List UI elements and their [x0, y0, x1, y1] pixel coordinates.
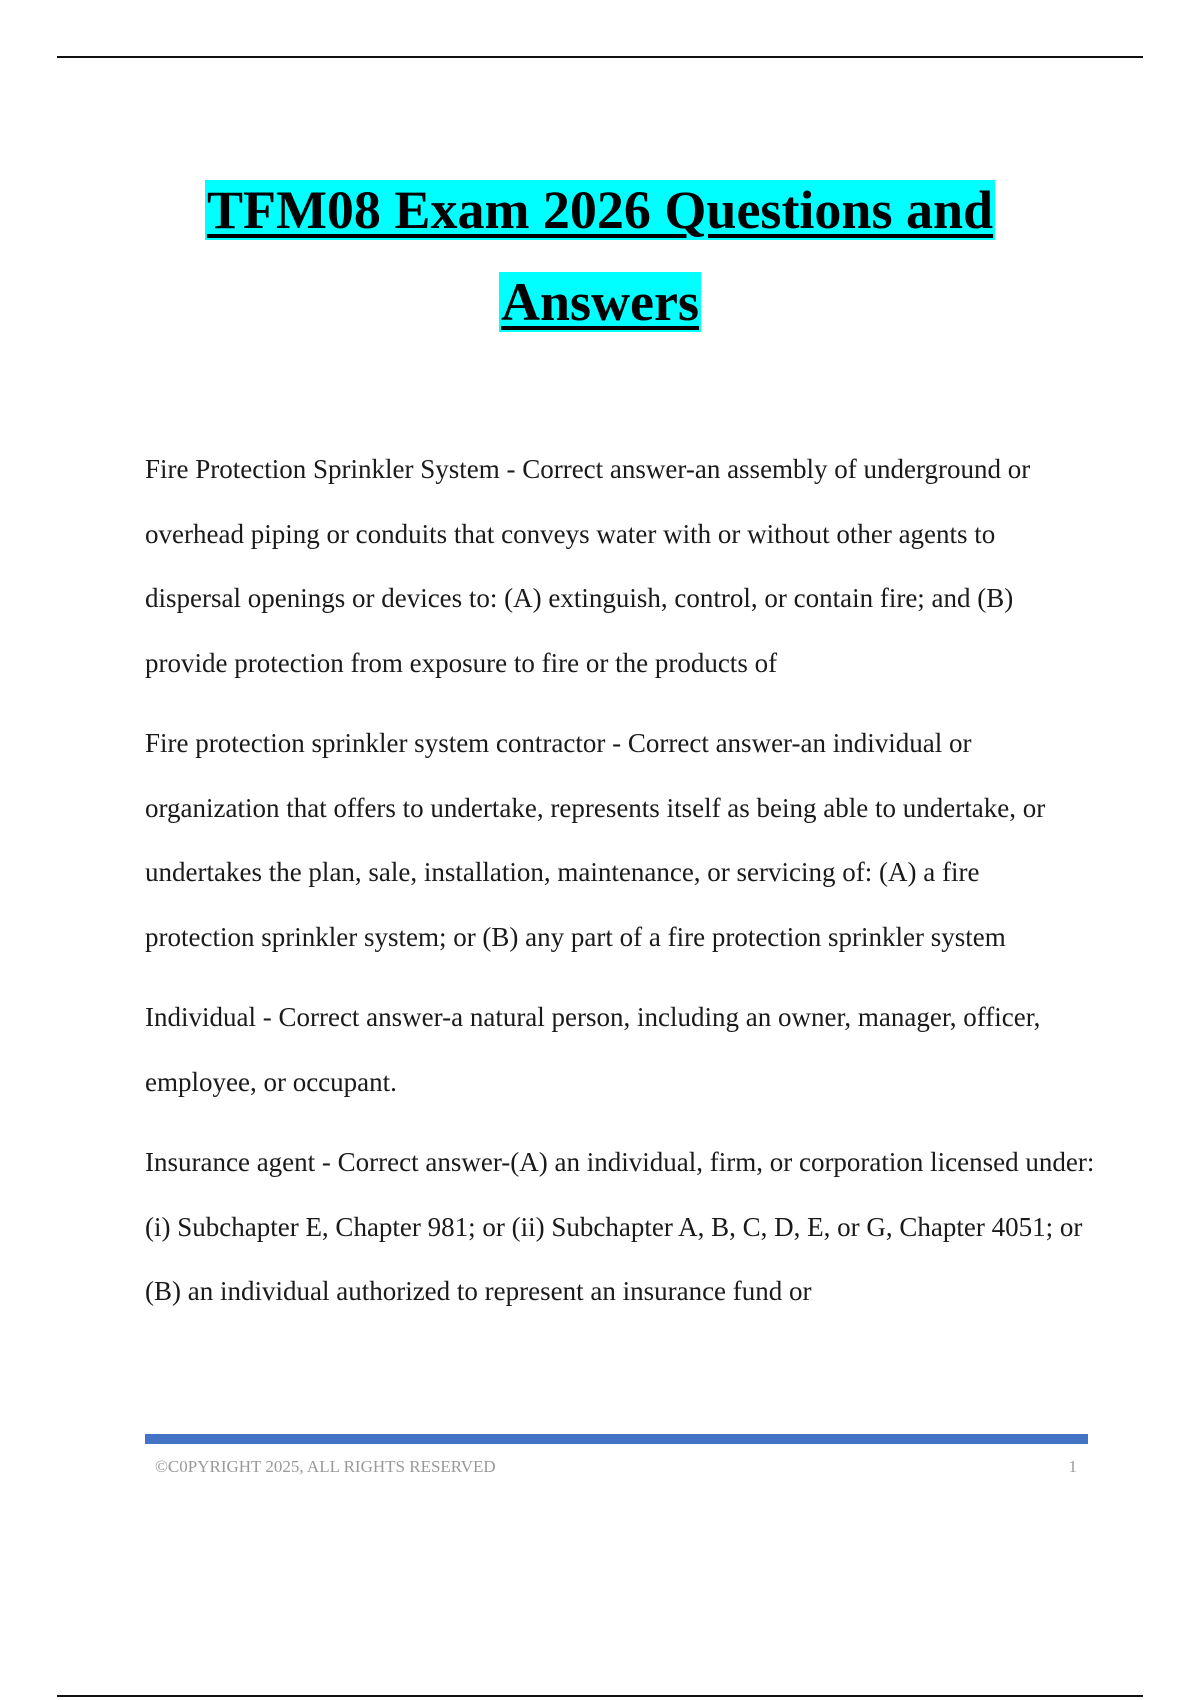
qa-content [145, 437, 1095, 1340]
footer-page-number: 1 [1068, 1457, 1077, 1476]
document-title [0, 178, 1200, 362]
qa-entry: Insurance agent - Correct answer-(A) an individual, firm, or corporation licensed under: (i) Subchapter E, Chapter 981; or (ii) Subchapter A, B, C, D, E, or G, Chapter 4051; or (B) an individual authorized to represent an insurance fund or [145, 1147, 1095, 1306]
title-line-1-container [0, 178, 1200, 270]
qa-entry: Fire protection sprinkler system contractor - Correct answer-an individual or organization that offers to undertake, represents itself as being able to undertake, or undertakes the plan, sale, installation, maintenance, or servicing of: (A) a fire protection sprinkler system; or (B) any part of a fire protection sprinkler system [145, 728, 1046, 952]
page-top-rule [57, 56, 1143, 58]
page-bottom-rule [57, 1695, 1143, 1697]
footer-copyright: ©C0PYRIGHT 2025, ALL RIGHTS RESERVED [155, 1457, 496, 1476]
footer-bar [145, 1434, 1088, 1444]
title-line-1: TFM08 Exam 2026 Questions and [206, 180, 994, 240]
qa-entry: Individual - Correct answer-a natural person, including an owner, manager, officer, employee, or occupant. [145, 1002, 1041, 1097]
title-line-2: Answers [501, 272, 699, 332]
title-line-2-container [0, 270, 1200, 362]
qa-entry: Fire Protection Sprinkler System - Correct answer-an assembly of underground or overhead piping or conduits that conveys water with or without other agents to dispersal openings or devices to: (A) extinguish, control, or contain fire; and (B) provide protection from exposure to fire or the products of [145, 454, 1031, 678]
